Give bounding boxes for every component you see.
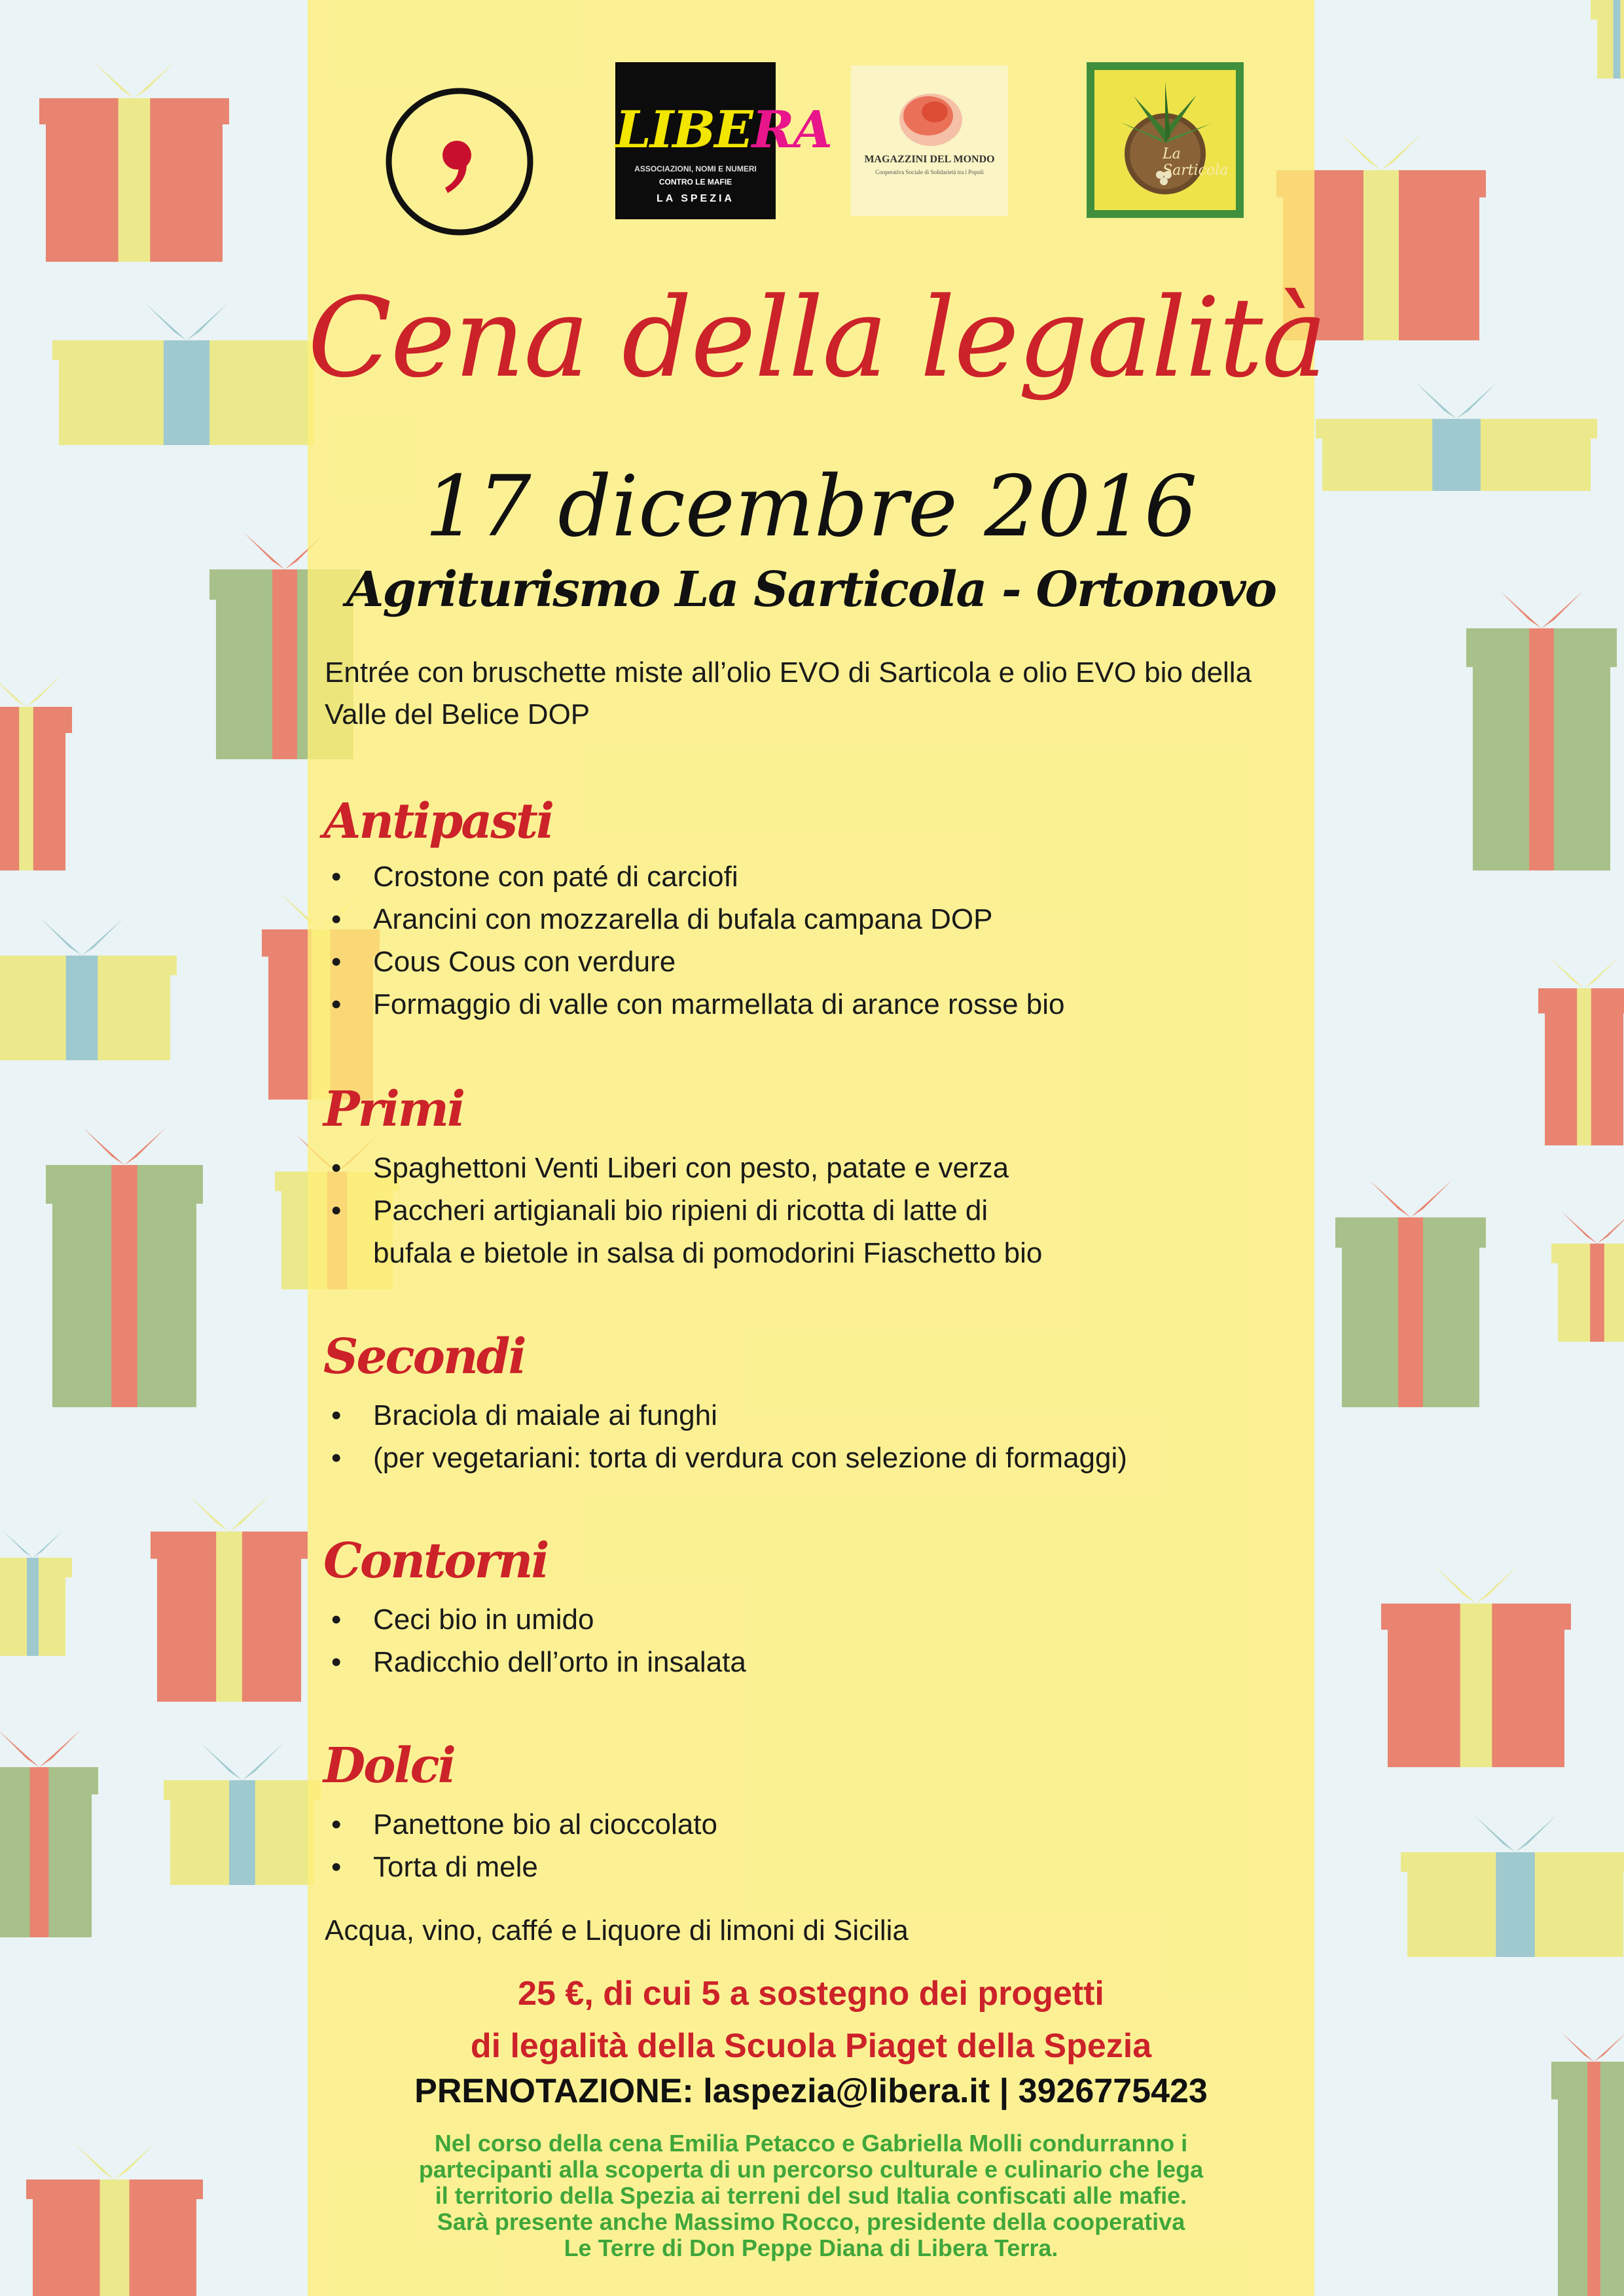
list-item: • Spaghettoni Venti Liberi con pesto, patate e verza: [325, 1147, 1300, 1189]
gift-box-icon: [0, 1730, 98, 1937]
la-sarticola-logo-name: La Sarticola: [1163, 146, 1229, 179]
note-line: Nel corso della cena Emilia Petacco e Gabriella Molli condurranno i: [434, 2130, 1188, 2157]
event-note: [321, 2130, 1301, 2261]
note-line: Sarà presente anche Massimo Rocco, presidente della cooperativa: [437, 2208, 1185, 2235]
intro-text: Entrée con bruschette miste all’olio EVO di Sarticola e olio EVO bio della Valle del Belice DOP: [325, 656, 1252, 730]
gift-box-icon: [164, 1743, 321, 1885]
gift-box-icon: [1316, 382, 1597, 491]
gift-box-icon: [151, 1494, 308, 1702]
gift-box-icon: [1538, 956, 1624, 1145]
la-sarticola-logo: [1087, 62, 1244, 218]
libera-logo-line3: LA SPEZIA: [657, 193, 734, 204]
gift-box-icon: [1401, 1815, 1624, 1957]
world-blob-icon: [851, 69, 1008, 154]
list-item: • Arancini con mozzarella di bufala campana DOP: [325, 898, 1300, 941]
list-item: • Cous Cous con verdure: [325, 941, 1300, 983]
price-line-2: di legalità della Scuola Piaget della Spezia: [470, 2027, 1152, 2065]
gift-box-icon: [1551, 1211, 1624, 1342]
drinks-text: Acqua, vino, caffé e Liquore di limoni di Sicilia: [325, 1914, 909, 1946]
menu-list-antipasti: [325, 855, 1300, 1026]
magazzini-del-mondo-logo: [851, 65, 1008, 216]
event-venue: Agriturismo La Sarticola - Ortonovo: [346, 562, 1276, 618]
event-date: 17 dicembre 2016: [424, 458, 1198, 556]
list-item: • Crostone con paté di carciofi: [325, 855, 1300, 898]
libera-logo-line2: CONTRO LE MAFIE: [659, 177, 732, 187]
note-line: partecipanti alla scoperta di un percorso culturale e culinario che lega: [418, 2156, 1204, 2183]
comma-circle-logo: [380, 82, 540, 242]
section-title-primi: Primi: [323, 1081, 464, 1138]
list-item: • (per vegetariani: torta di verdura con selezione di formaggi): [325, 1437, 1300, 1479]
gift-box-icon: [0, 1532, 72, 1657]
gift-box-icon: [0, 675, 72, 870]
list-item: • Formaggio di valle con marmellata di arance rosse bio: [325, 983, 1300, 1026]
booking-info: PRENOTAZIONE: laspezia@libera.it | 3926775423: [414, 2072, 1208, 2110]
menu-list-primi: [325, 1147, 1300, 1274]
section-title-dolci: Dolci: [323, 1738, 454, 1794]
price-line-1: 25 €, di cui 5 a sostegno dei progetti: [518, 1975, 1104, 2013]
list-item: • Braciola di maiale ai funghi: [325, 1394, 1300, 1437]
libera-logo: [615, 62, 832, 219]
list-item: • Panettone bio al cioccolato: [325, 1803, 1300, 1846]
menu-list-secondi: [325, 1394, 1300, 1479]
list-item: • Paccheri artigianali bio ripieni di ricotta di latte di bufala e bietole in salsa di pomodorini Fiaschetto bio: [325, 1189, 1300, 1274]
section-title-secondi: Secondi: [323, 1329, 525, 1385]
gift-box-icon: [0, 918, 177, 1060]
list-item: • Ceci bio in umido: [325, 1598, 1300, 1641]
section-title-contorni: Contorni: [323, 1533, 548, 1589]
section-title-antipasti: Antipasti: [323, 793, 553, 850]
note-line: Le Terre di Don Peppe Diana di Libera Terra.: [564, 2234, 1058, 2261]
gift-box-icon: [1466, 591, 1617, 870]
gift-box-icon: [46, 1128, 203, 1407]
page-title: Cena della legalità: [308, 274, 1326, 402]
list-item: • Torta di mele: [325, 1846, 1300, 1888]
magazzini-logo-name: MAGAZZINI DEL MONDO: [864, 154, 995, 165]
list-item: • Radicchio dell’orto in insalata: [325, 1641, 1300, 1683]
gift-box-icon: [1551, 2032, 1624, 2296]
menu-list-dolci: [325, 1803, 1300, 1888]
gift-box-icon: [1591, 0, 1624, 79]
libera-logo-wordmark: LIBERA: [615, 100, 832, 160]
gift-box-icon: [1381, 1566, 1571, 1767]
olive-leaves-grapes-icon: [1094, 70, 1236, 210]
magazzini-logo-subtitle: Cooperativa Sociale di Solidarietà tra i Popoli: [875, 169, 984, 175]
gift-box-icon: [1335, 1180, 1486, 1407]
gift-box-icon: [52, 303, 321, 445]
libera-logo-line1: ASSOCIAZIONI, NOMI E NUMERI: [634, 164, 757, 173]
gift-box-icon: [26, 2142, 203, 2296]
menu-list-contorni: [325, 1598, 1300, 1683]
note-line: il territorio della Spezia ai terreni del sud Italia confiscati alle mafie.: [435, 2182, 1187, 2209]
gift-box-icon: [39, 61, 229, 262]
